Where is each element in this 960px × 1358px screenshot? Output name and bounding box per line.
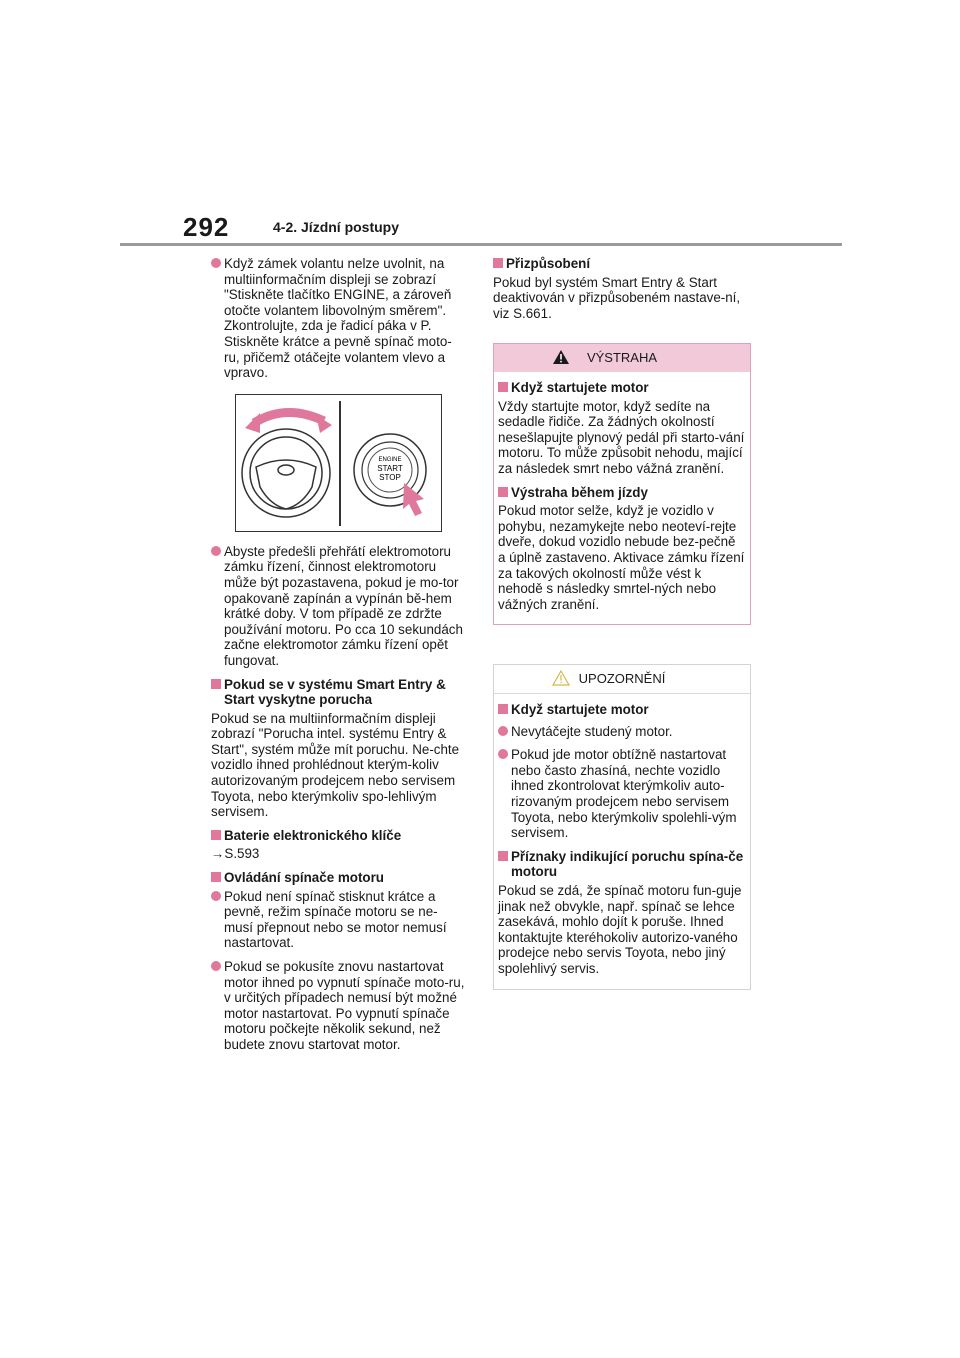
- bullet-item: [211, 256, 466, 381]
- subheading: [498, 485, 746, 501]
- square-bullet-icon: [211, 679, 221, 689]
- button-label-start: START: [377, 463, 403, 473]
- bullet-text: Pokud není spínač stisknut krátce a pevně, režim spínače motoru se ne-musí přepnout nebo se motor nemusí nastartovat.: [224, 888, 447, 951]
- subheading: [493, 256, 751, 272]
- section-title: 4-2. Jízdní postupy: [273, 219, 400, 235]
- subheading-text: Baterie elektronického klíče: [224, 827, 402, 843]
- subheading: [498, 380, 746, 396]
- square-bullet-icon: [498, 851, 508, 861]
- page-number: 292: [183, 212, 230, 242]
- rotation-arrow-icon: [254, 412, 324, 423]
- bullet-icon: [211, 258, 221, 268]
- button-label-stop: STOP: [379, 472, 401, 482]
- bullet-text: Pokud se pokusíte znovu nastartovat motor ihned po vypnutí spínače moto-ru, v určitých případech nemusí být možné motor nastartovat. Po vypnutí spínače motoru počkejte několik sekund, než budete znovu startovat motor.: [224, 959, 465, 1052]
- bullet-text: Nevytáčejte studený motor.: [511, 723, 673, 739]
- paragraph: Pokud byl systém Smart Entry & Start deaktivován v přizpůsobeném nastave-ní, viz S.661.: [493, 274, 741, 321]
- bullet-text: Abyste předešli přehřátí elektromotoru zámku řízení, činnost elektromotoru může být pozastavena, pokud je mo-tor opakovaně zapínán a vypínán bě-hem krátké doby. V tom případě ze zdržte používání motoru. Po cca 10 sekundách začne elektromotor zámku řízení opět fungovat.: [224, 543, 463, 668]
- warning-header: [494, 344, 750, 372]
- subheading: [211, 870, 466, 886]
- paragraph: Pokud se na multiinformačním displeji zobrazí "Porucha intel. systému Entry & Start", systém může mít poruchu. Ne-chte vozidlo ihned prohlédnout kterým-koliv autorizovaným prodejcem nebo servisem Toyota, nebo kterýmkoliv spo-lehlivým servisem.: [211, 710, 460, 820]
- warning-body: [494, 372, 750, 624]
- steering-illustration: [235, 394, 442, 532]
- warning-triangle-icon: [552, 349, 570, 365]
- bullet-item: [211, 544, 466, 669]
- subheading: [498, 849, 746, 880]
- subheading-text: Výstraha během jízdy: [511, 484, 648, 500]
- subheading-text: Příznaky indikující poruchu spína-če motoru: [511, 848, 744, 880]
- square-bullet-icon: [493, 258, 503, 268]
- caution-box: [493, 664, 751, 990]
- subheading-text: Když startujete motor: [511, 380, 649, 395]
- bullet-item: [498, 747, 746, 841]
- steering-wheel-icon: [242, 429, 330, 517]
- caution-header: [494, 665, 750, 694]
- warning-box: [493, 343, 751, 625]
- right-column: [493, 256, 751, 329]
- bullet-icon: [498, 749, 508, 759]
- bullet-text: Když zámek volantu nelze uvolnit, na multiinformačním displeji se zobrazí "Stiskněte tlačítko ENGINE, a zároveň otočte volantem libovolným směrem". Zkontrolujte, zda je řadicí páka v P. Stiskněte krátce a pevně spínač moto-ru, přičemž otáčejte volantem vlevo a vpravo.: [224, 256, 452, 381]
- subheading-text: Když startujete motor: [511, 702, 649, 717]
- bullet-item: [211, 889, 466, 951]
- left-column: [211, 256, 466, 1061]
- square-bullet-icon: [211, 830, 221, 840]
- bullet-text: Pokud jde motor obtížně nastartovat nebo často zhasíná, nechte vozidlo ihned zkontrolovat kterýmkoliv auto-rizovaným prodejcem nebo servisem Toyota, nebo kterýmkoliv spolehli-vým servisem.: [511, 747, 737, 841]
- caution-triangle-icon: [552, 670, 570, 686]
- paragraph: Vždy startujte motor, když sedíte na sedadle řidiče. Za žádných okolností nesešlapujte plynový pedál při starto-vání motoru. To může způsobit nehodu, mající za následek smrt nebo vážná zranění.: [498, 398, 745, 476]
- bullet-item: [498, 724, 746, 740]
- caution-title: UPOZORNĚNÍ: [578, 671, 666, 686]
- paragraph: Pokud se zdá, že spínač motoru fun-guje jinak než obvykle, např. spínač se lehce zasekává, mohlo dojít k poruše. Ihned kontaktujte kteréhokoliv autorizo-vaného prodejce nebo servis Toyota, nebo jiný spolehlivý servis.: [498, 882, 742, 976]
- paragraph: Pokud motor selže, když je vozidlo v pohybu, nezamykejte nebo neoteví-rejte dveře, dokud vozidlo nebude bez-pečně a úplně zastaveno. Aktivace zámku řízení za takových okolností může vést k nehodě s následky smrtel-ných nebo vážných zranění.: [498, 503, 745, 612]
- header-rule: [120, 243, 842, 246]
- subheading-text: Pokud se v systému Smart Entry & Start vyskytne porucha: [224, 676, 446, 708]
- button-label-engine: ENGINE: [378, 456, 402, 463]
- bullet-icon: [211, 546, 221, 556]
- square-bullet-icon: [211, 872, 221, 882]
- bullet-icon: [498, 726, 508, 736]
- subheading: [498, 702, 746, 718]
- subheading-text: Ovládání spínače motoru: [224, 870, 384, 886]
- bullet-icon: [211, 961, 221, 971]
- bullet-icon: [211, 891, 221, 901]
- figure-divider: [339, 401, 341, 526]
- subheading: [211, 677, 466, 708]
- square-bullet-icon: [498, 704, 508, 714]
- square-bullet-icon: [498, 487, 508, 497]
- bullet-item: [211, 959, 466, 1053]
- caution-body: [494, 694, 750, 989]
- subheading: [211, 828, 466, 844]
- warning-title: VÝSTRAHA: [586, 350, 658, 365]
- page-reference: →S.593: [211, 846, 260, 862]
- subheading-text: Přizpůsobení: [506, 256, 591, 271]
- square-bullet-icon: [498, 382, 508, 392]
